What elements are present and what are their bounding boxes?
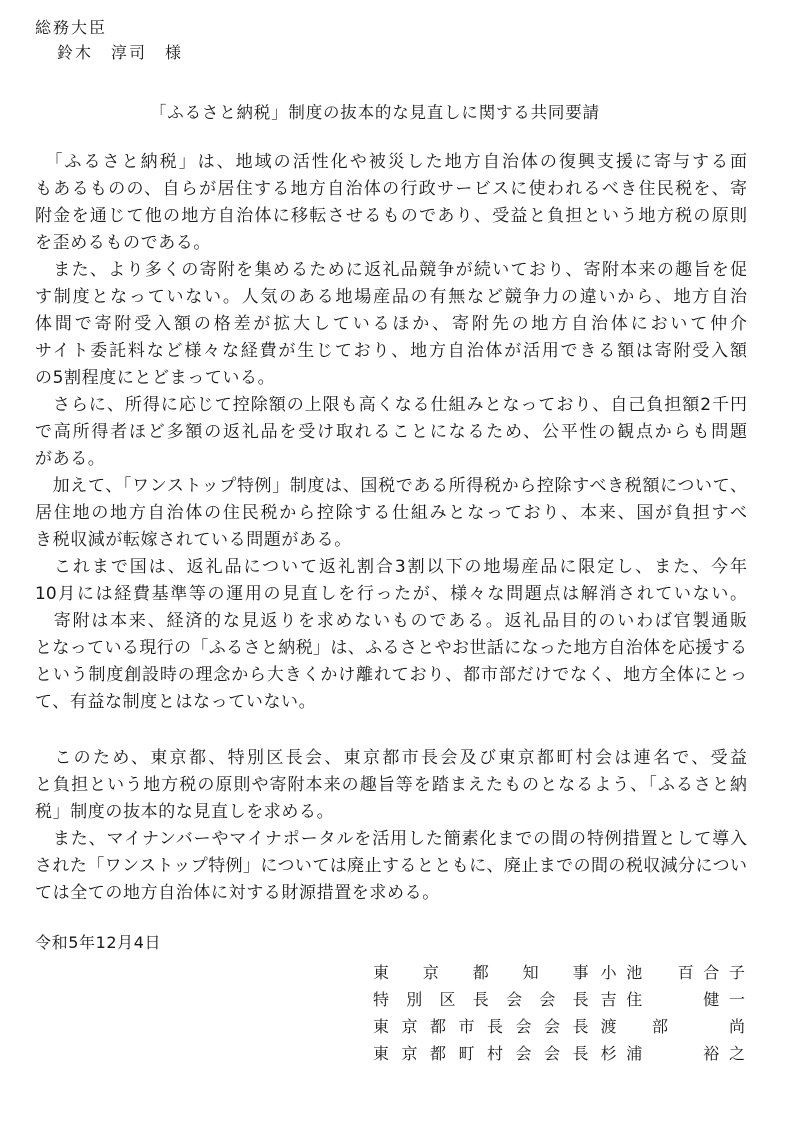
document-date: 令和5年12月4日 xyxy=(35,933,162,952)
addressee-title: 総務大臣 xyxy=(35,18,108,37)
signatory-name: 吉 住 健 一 xyxy=(600,990,745,1009)
signatory-name: 小 池 百 合 子 xyxy=(600,963,745,982)
body-line: す制度となっていない。人気のある地場産品の有無など競争力の違いから、地方自治 xyxy=(35,287,747,307)
signatory-row xyxy=(373,960,745,984)
signatory-name: 杉 浦 裕 之 xyxy=(600,1044,745,1063)
body-line: と負担という地方税の原則や寄附本来の趣旨等を踏まえたものとなるよう、「ふるさと納 xyxy=(35,775,747,795)
signatory-row xyxy=(373,1041,745,1065)
addressee-name: 鈴木 淳司 様 xyxy=(57,43,184,62)
body-line: となっている現行の「ふるさと納税」は、ふるさとやお世話になった地方自治体を応援する xyxy=(35,638,747,658)
signatory-row xyxy=(373,1014,745,1038)
body-line: き税収減が転嫁されている問題がある。 xyxy=(35,530,352,550)
body-line: これまで国は、返礼品について返礼割合3割以下の地場産品に限定し、また、今年 xyxy=(35,557,747,577)
signatory-name: 渡 部 尚 xyxy=(600,1017,745,1036)
body-line: 加えて、「ワンストップ特例」制度は、国税である所得税から控除すべき税額について、 xyxy=(35,476,747,496)
body-line: ては全ての地方自治体に対する財源措置を求める。 xyxy=(35,883,440,903)
body-line: また、マイナンバーやマイナポータルを活用した簡素化までの間の特例措置として導入 xyxy=(35,829,747,849)
body-line: もあるものの、自らが居住する地方自治体の行政サービスに使われるべき住民税を、寄 xyxy=(35,179,747,199)
body-line: さらに、所得に応じて控除額の上限も高くなる仕組みとなっており、自己負担額2千円 xyxy=(35,395,747,415)
body-line: 寄附は本来、経済的な見返りを求めないものである。返礼品目的のいわば官製通販 xyxy=(35,611,747,631)
body-line: 附金を通じて他の地方自治体に移転させるものであり、受益と負担という地方税の原則 xyxy=(35,206,747,226)
body-line: て、有益な制度とはなっていない。 xyxy=(35,692,317,712)
body-line: を歪めるものである。 xyxy=(35,233,211,253)
document-title: 「ふるさと納税」制度の抜本的な見直しに関する共同要請 xyxy=(150,103,600,122)
body-line: された「ワンストップ特例」については廃止するとともに、廃止までの間の税収減分につい xyxy=(35,856,747,876)
body-line: 「ふるさと納税」は、地域の活性化や被災した地方自治体の復興支援に寄与する面 xyxy=(35,152,747,172)
signatory-role: 東 京 都 知 事 xyxy=(373,963,589,982)
body-line: 体間で寄附受入額の格差が拡大しているほか、寄附先の地方自治体において仲介 xyxy=(35,314,747,334)
body-line: という制度創設時の理念から大きくかけ離れており、都市部だけでなく、地方全体にとっ xyxy=(35,665,747,685)
signatory-role: 特 別 区 長 会 会 長 xyxy=(373,990,589,1009)
body-line: サイト委託料など様々な経費が生じており、地方自治体が活用できる額は寄附受入額 xyxy=(35,341,747,361)
body-line: で高所得者ほど多額の返礼品を受け取れることになるため、公平性の観点からも問題 xyxy=(35,422,747,442)
signatory-row xyxy=(373,987,745,1011)
body-line: 10月には経費基準等の運用の見直しを行ったが、様々な問題点は解消されていない。 xyxy=(35,584,747,604)
body-line: 居住地の地方自治体の住民税から控除する仕組みとなっており、本来、国が負担すべ xyxy=(35,503,747,523)
body-line: がある。 xyxy=(35,449,106,469)
body-line: このため、東京都、特別区長会、東京都市長会及び東京都町村会は連名で、受益 xyxy=(35,748,747,768)
body-line: また、より多くの寄附を集めるために返礼品競争が続いており、寄附本来の趣旨を促 xyxy=(35,260,747,280)
signatory-role: 東 京 都 市 長 会 会 長 xyxy=(373,1017,589,1036)
body-line: 税」制度の抜本的な見直しを求める。 xyxy=(35,802,335,822)
body-line: の5割程度にとどまっている。 xyxy=(35,368,276,388)
signatory-role: 東 京 都 町 村 会 会 長 xyxy=(373,1044,589,1063)
